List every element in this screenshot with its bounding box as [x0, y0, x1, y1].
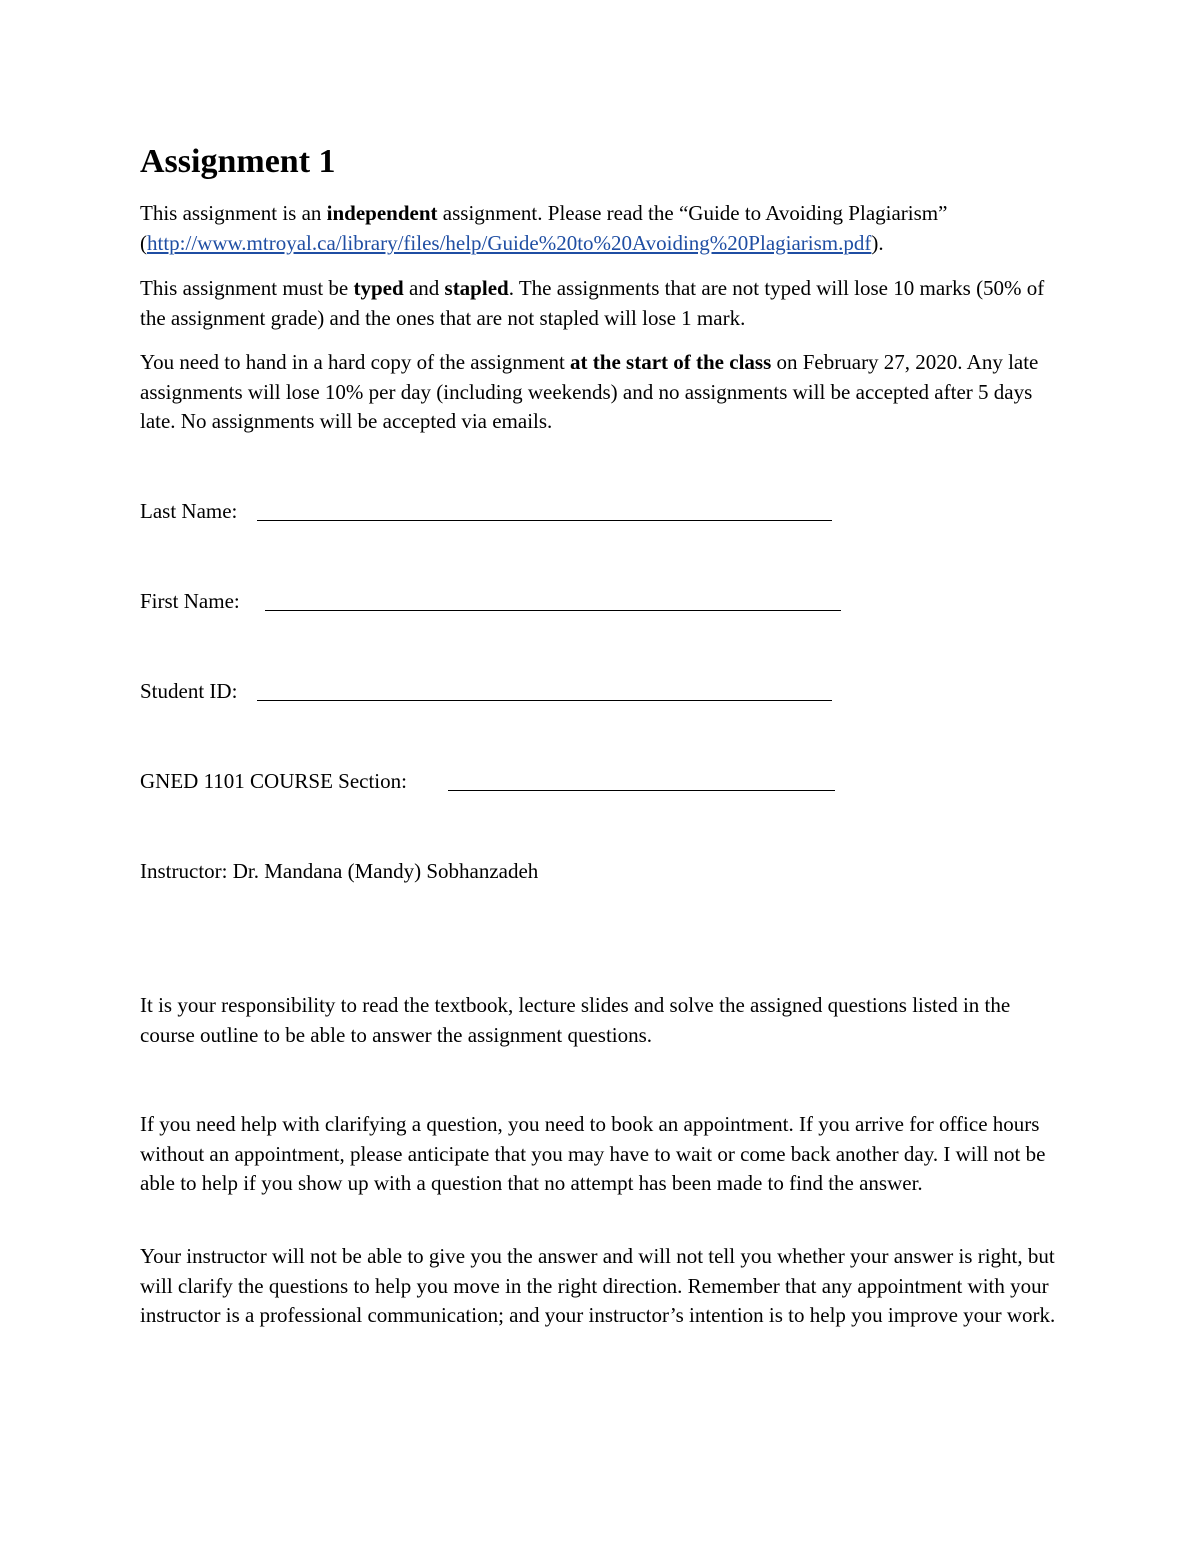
- submission-paragraph: [140, 348, 1070, 437]
- format-bold-stapled: stapled: [444, 276, 509, 300]
- submission-text-2: on February 27, 2020. Any late assignments will lose 10% per day (including weekends) and no assignments will be accepted after 5 days late. No assignments will be accepted via emails.: [140, 350, 1039, 433]
- last-name-field: [140, 496, 840, 526]
- instructor-line: Instructor: Dr. Mandana (Mandy) Sobhanzadeh: [140, 859, 539, 883]
- intro-paragraph: [140, 199, 1070, 258]
- format-text-2: and: [403, 276, 445, 300]
- document-title: Assignment 1: [140, 143, 336, 180]
- student-id-field: [140, 676, 840, 706]
- first-name-blank[interactable]: [265, 610, 841, 611]
- help-paragraph: If you need help with clarifying a question, you need to book an appointment. If you arrive for office hours without an appointment, please anticipate that you may have to wait or come back another day. I will not be able to help if you show up with a question that no attempt has been made to find the answer.: [140, 1112, 1046, 1195]
- last-name-label: Last Name:: [140, 499, 238, 523]
- submission-bold-start: at the start of the class: [570, 350, 772, 374]
- intro-text-1: This assignment is an: [140, 201, 327, 225]
- format-rules-paragraph: [140, 274, 1070, 333]
- last-name-blank[interactable]: [257, 520, 832, 521]
- student-id-label: Student ID:: [140, 679, 238, 703]
- intro-text-2: assignment. Please read the “Guide to Avoiding Plagiarism” (: [140, 201, 948, 255]
- course-section-blank[interactable]: [448, 790, 835, 791]
- plagiarism-guide-link[interactable]: http://www.mtroyal.ca/library/files/help/Guide%20to%20Avoiding%20Plagiarism.pdf: [147, 230, 872, 255]
- submission-text-1: You need to hand in a hard copy of the assignment: [140, 350, 571, 374]
- format-bold-typed: typed: [353, 276, 404, 300]
- first-name-field: [140, 586, 850, 616]
- intro-text-3: ).: [871, 230, 884, 255]
- course-section-label: GNED 1101 COURSE Section:: [140, 769, 407, 793]
- first-name-label: First Name:: [140, 589, 240, 613]
- intro-bold-independent: independent: [326, 201, 438, 225]
- student-id-blank[interactable]: [257, 700, 832, 701]
- course-section-field: [140, 766, 840, 796]
- clarify-paragraph: Your instructor will not be able to give you the answer and will not tell you whether your answer is right, but will clarify the questions to help you move in the right direction. Remember that any appointment with your instructor is a professional communication; and your instructor’s intention is to help you improve your work.: [140, 1244, 1056, 1327]
- format-text-1: This assignment must be: [140, 276, 354, 300]
- format-text-3: . The assignments that are not typed will lose 10 marks (50% of the assignment grade) and the ones that are not stapled will lose 1 mark.: [140, 276, 1045, 330]
- responsibility-paragraph: It is your responsibility to read the textbook, lecture slides and solve the assigned questions listed in the course outline to be able to answer the assignment questions.: [140, 993, 1011, 1047]
